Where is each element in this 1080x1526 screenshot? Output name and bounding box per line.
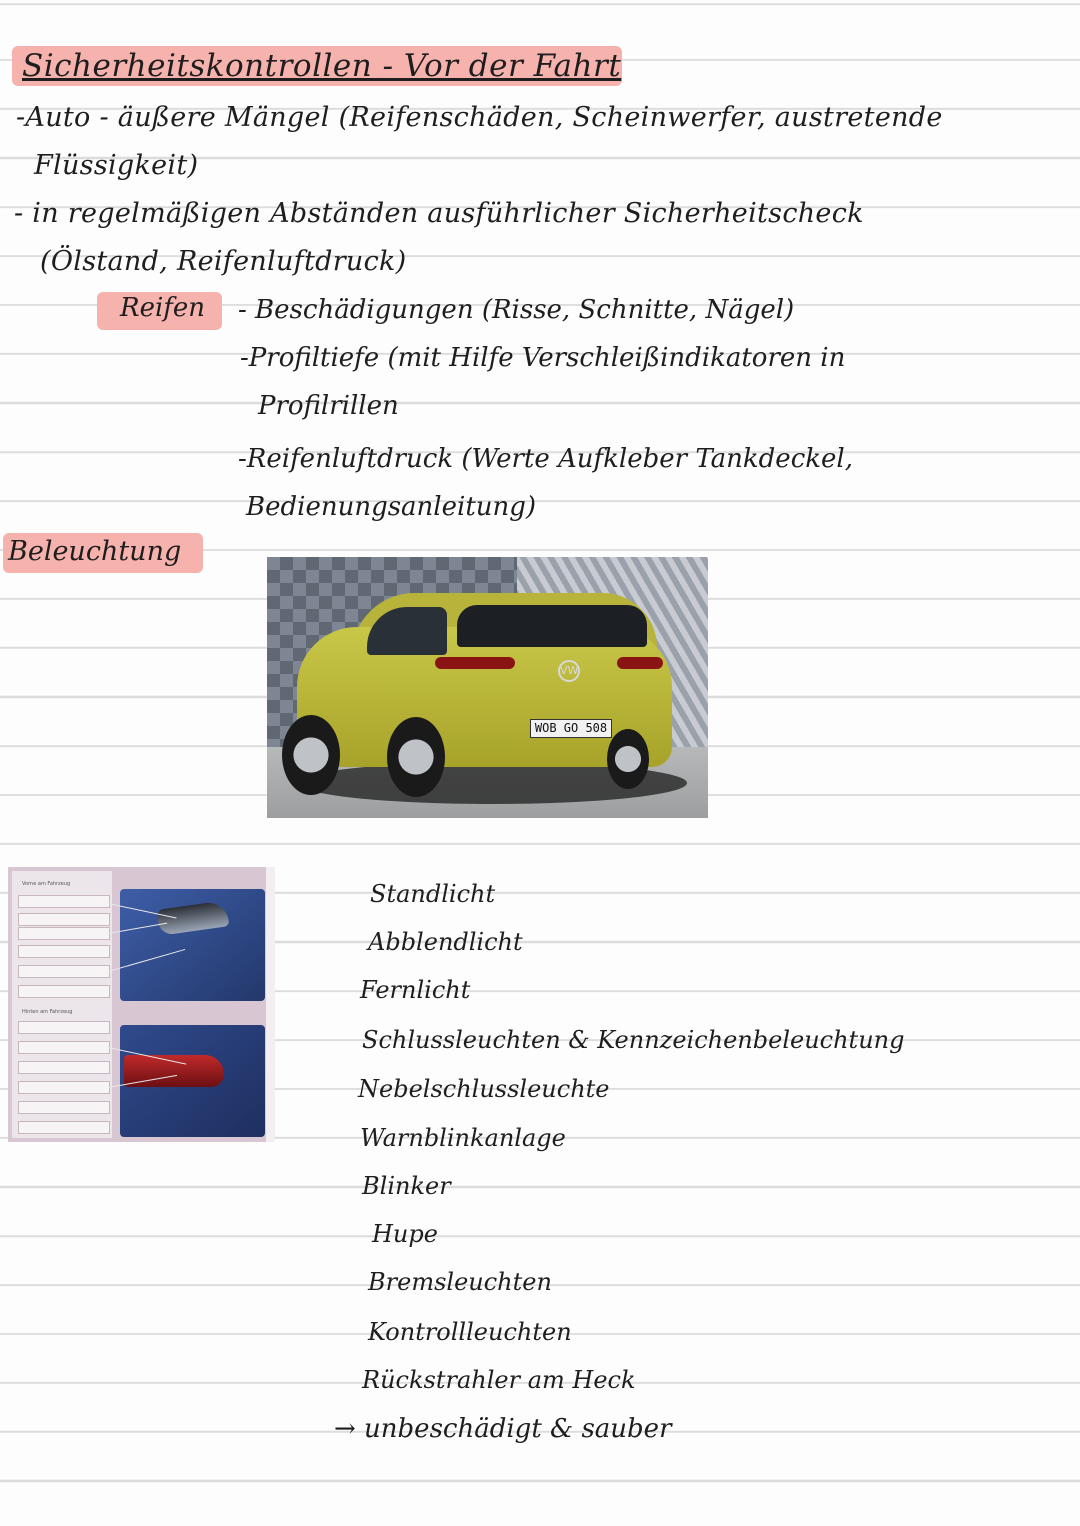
note-line-2: Flüssigkeit)	[34, 150, 199, 181]
manual-label	[18, 1061, 110, 1074]
manual-page	[12, 871, 112, 1138]
manual-label	[18, 1081, 110, 1094]
front-heading: Vorne am Fahrzeug	[22, 881, 71, 887]
manual-label	[18, 1101, 110, 1114]
tires-item-pressure: -Reifenluftdruck (Werte Aufkleber Tankdeckel,	[238, 444, 853, 474]
light-item: Fernlicht	[360, 976, 471, 1004]
lighting-label: Beleuchtung	[8, 536, 182, 567]
light-item: Schlussleuchten & Kennzeichenbeleuchtung	[362, 1026, 905, 1054]
light-item: Bremsleuchten	[368, 1268, 552, 1296]
tires-item-damage: - Beschädigungen (Risse, Schnitte, Nägel)	[238, 295, 795, 325]
car-photo	[267, 557, 708, 818]
manual-label	[18, 985, 110, 998]
manual-label	[18, 895, 110, 908]
tires-item-manual: Bedienungsanleitung)	[246, 492, 537, 522]
light-item: Warnblinkanlage	[360, 1124, 566, 1152]
manual-label	[18, 913, 110, 926]
car-rear-wheel	[387, 717, 445, 797]
car-rear-window	[457, 605, 647, 647]
manual-label	[18, 1041, 110, 1054]
light-item: Hupe	[372, 1220, 438, 1248]
page-title: Sicherheitskontrollen - Vor der Fahrt	[22, 48, 622, 84]
manual-label	[18, 945, 110, 958]
manual-label	[18, 965, 110, 978]
light-item: Abblendlicht	[368, 928, 523, 956]
note-line-4: (Ölstand, Reifenluftdruck)	[40, 246, 407, 277]
manual-label	[18, 927, 110, 940]
note-line-1: -Auto - äußere Mängel (Reifenschäden, Scheinwerfer, austretende	[16, 102, 943, 133]
car-back-right-wheel	[607, 729, 649, 789]
light-item: Nebelschlussleuchte	[358, 1075, 610, 1103]
car-taillight-right	[617, 657, 663, 669]
tires-item-tread-grooves: Profilrillen	[258, 391, 399, 421]
manual-label	[18, 1121, 110, 1134]
manual-label	[18, 1021, 110, 1034]
car-taillight-left	[435, 657, 515, 669]
car-logo-icon: VW	[558, 660, 580, 682]
light-item: Kontrollleuchten	[368, 1318, 572, 1346]
tires-item-tread-depth: -Profiltiefe (mit Hilfe Verschleißindikatoren in	[240, 343, 846, 373]
light-item: Blinker	[362, 1172, 451, 1200]
tires-label: Reifen	[120, 293, 206, 323]
car-front-wheel	[282, 715, 340, 795]
license-plate: WOB GO 508	[530, 719, 612, 738]
photo-page-edge	[266, 867, 275, 1142]
lighting-conclusion: → unbeschädigt & sauber	[334, 1414, 672, 1444]
note-line-3: - in regelmäßigen Abständen ausführlicher Sicherheitscheck	[14, 198, 864, 229]
vehicle-lights-photo	[8, 867, 275, 1142]
light-item: Standlicht	[370, 880, 496, 908]
light-item: Rückstrahler am Heck	[362, 1366, 636, 1394]
rear-heading: Hinten am Fahrzeug	[22, 1009, 73, 1015]
